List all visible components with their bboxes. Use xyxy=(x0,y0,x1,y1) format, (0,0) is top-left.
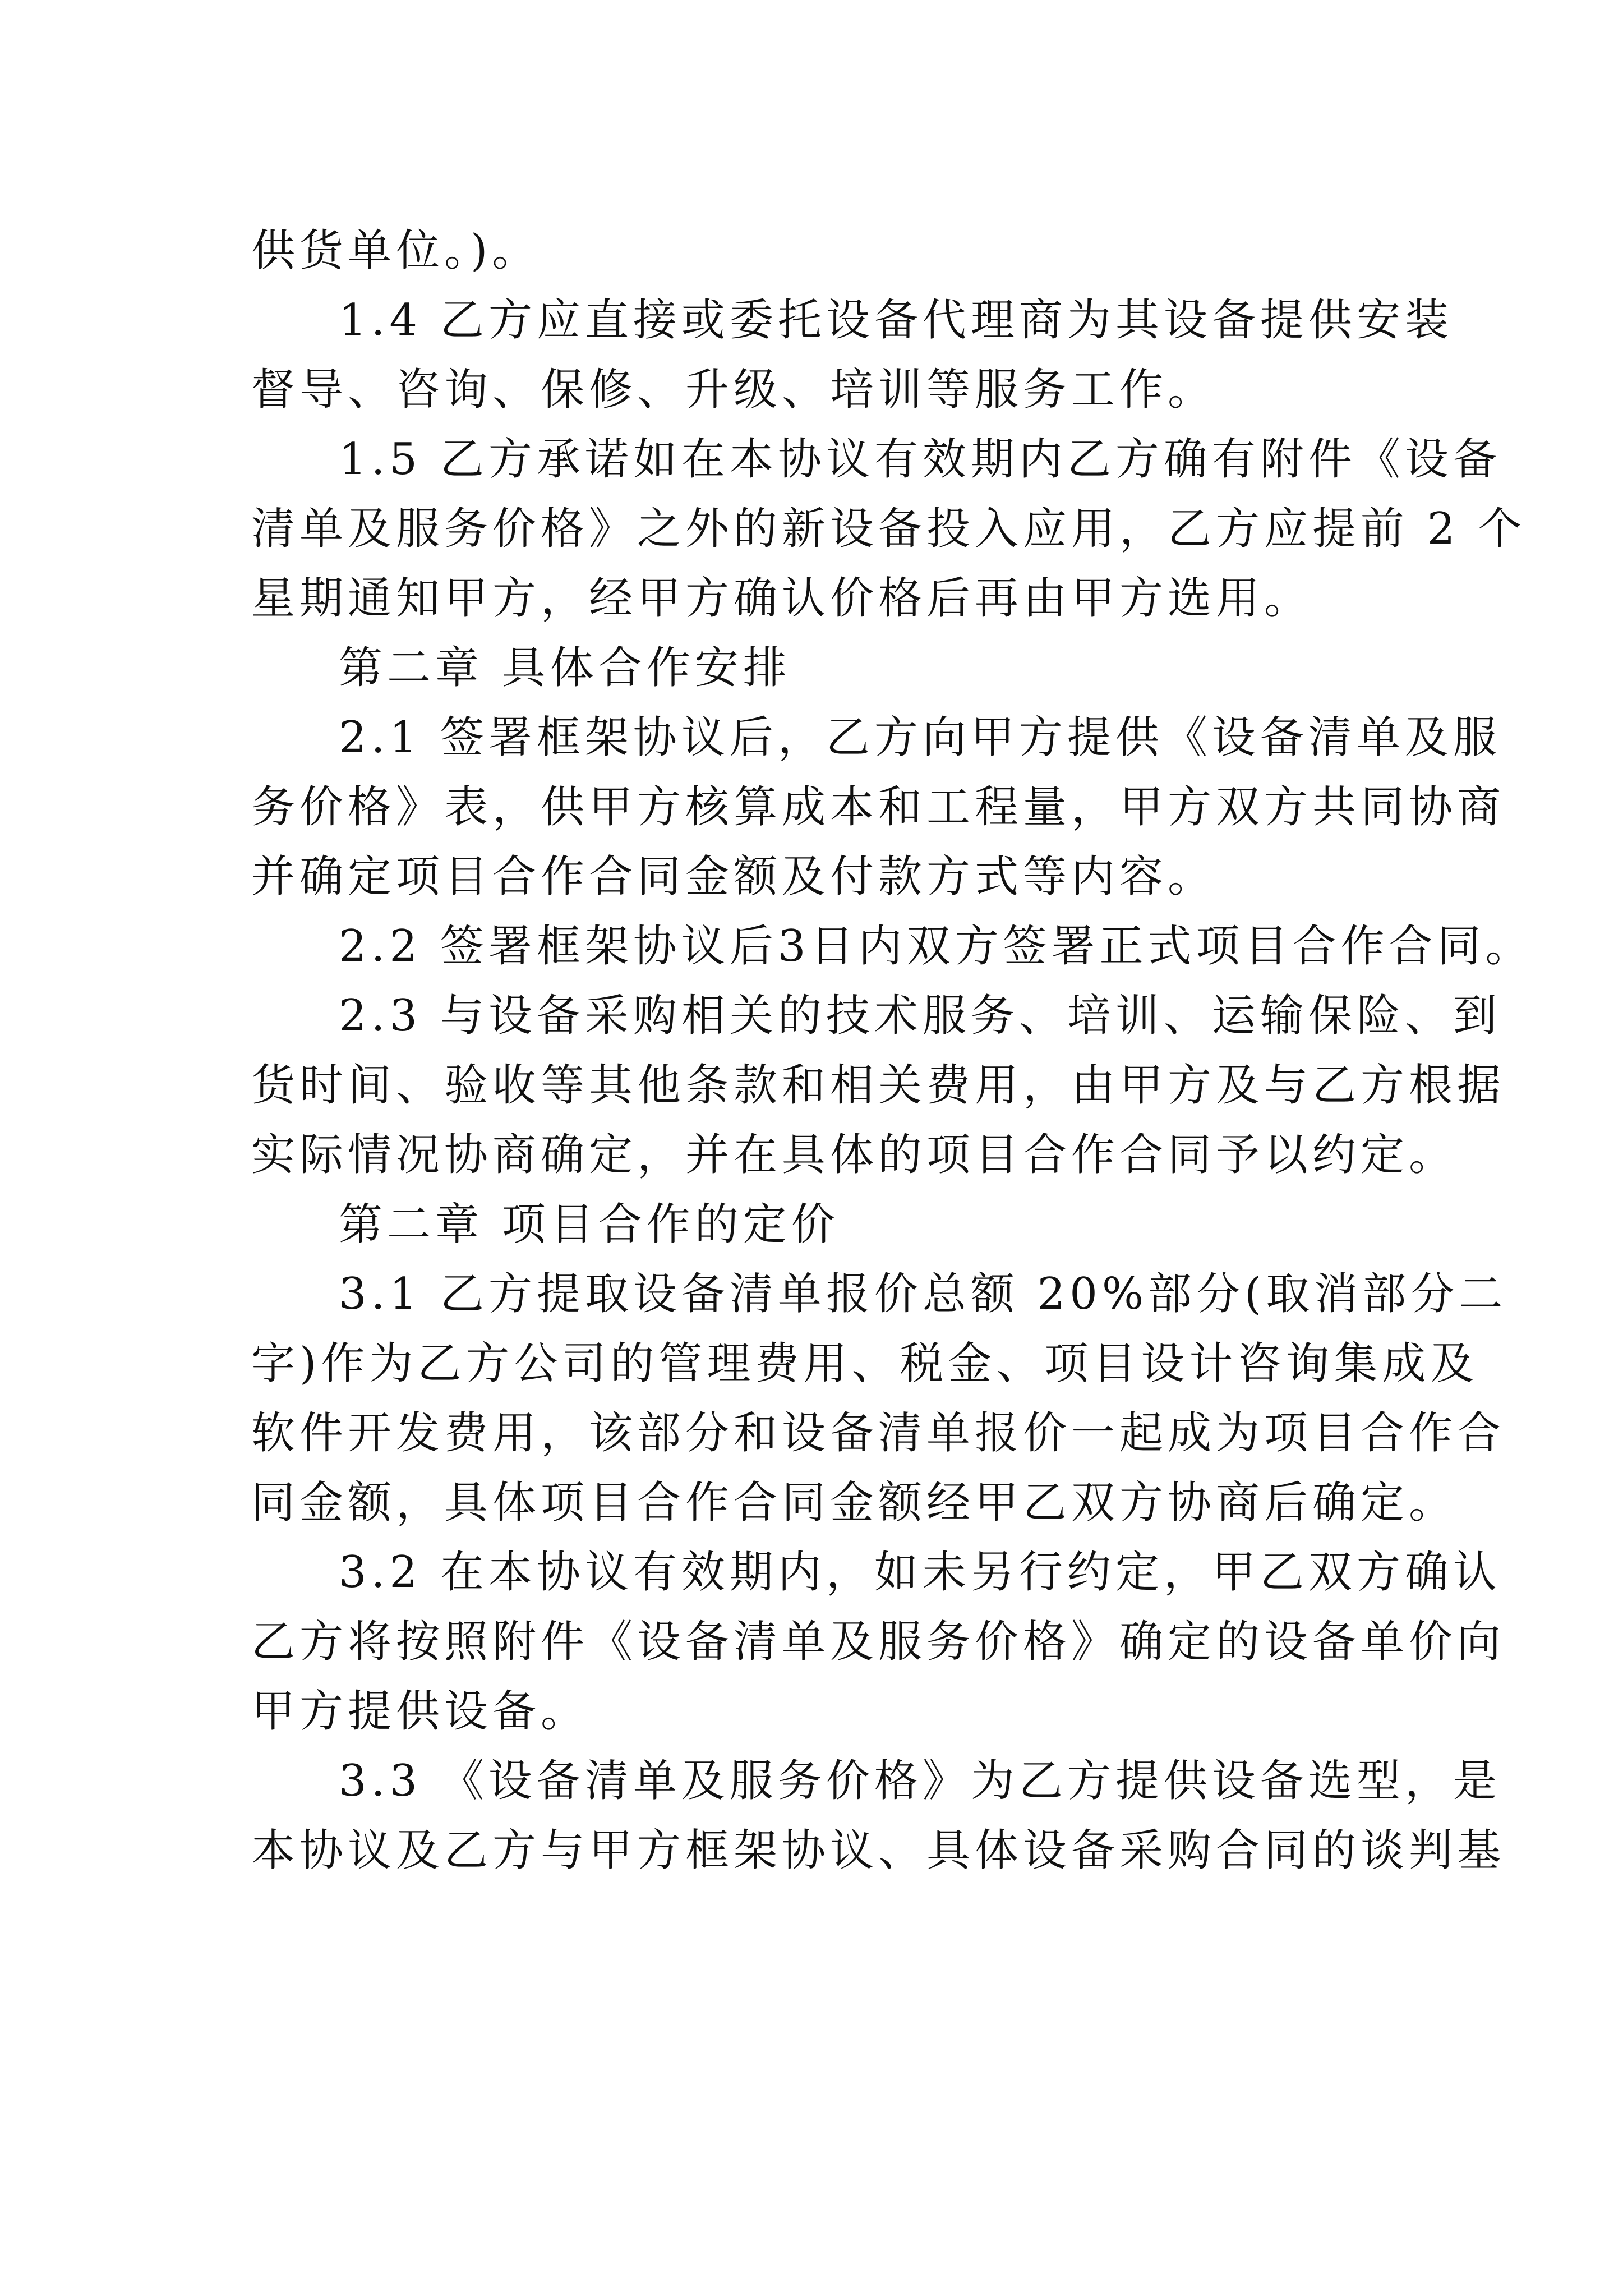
clause-2-1: 2.1 签署框架协议后，乙方向甲方提供《设备清单及服 xyxy=(339,712,1501,763)
text-line: 供货单位。)。 xyxy=(251,226,541,276)
text-line: 货时间、验收等其他条款和相关费用，由甲方及与乙方根据 xyxy=(251,1060,1506,1111)
text-line: 字)作为乙方公司的管理费用、税金、项目设计咨询集成及 xyxy=(251,1338,1479,1389)
text-line: 务价格》表，供甲方核算成本和工程量，甲方双方共同协商 xyxy=(251,782,1506,832)
text-line: 本协议及乙方与甲方框架协议、具体设备采购合同的谈判基 xyxy=(251,1825,1506,1876)
text-line: 软件开发费用，该部分和设备清单报价一起成为项目合作合 xyxy=(251,1408,1506,1458)
text-line: 督导、咨询、保修、升级、培训等服务工作。 xyxy=(251,365,1216,415)
clause-2-2: 2.2 签署框架协议后3日内双方签署正式项目合作合同。 xyxy=(339,921,1534,972)
text-line: 甲方提供设备。 xyxy=(251,1686,589,1737)
text-line: 清单及服务价格》之外的新设备投入应用，乙方应提前 2 个 xyxy=(251,504,1527,554)
clause-3-2: 3.2 在本协议有效期内，如未另行约定，甲乙双方确认 xyxy=(339,1547,1501,1598)
text-line: 乙方将按照附件《设备清单及服务价格》确定的设备单价向 xyxy=(251,1617,1506,1667)
document-body xyxy=(251,216,1534,1885)
clause-3-3: 3.3 《设备清单及服务价格》为乙方提供设备选型，是 xyxy=(339,1756,1501,1806)
clause-3-1: 3.1 乙方提取设备清单报价总额 20%部分(取消部分二 xyxy=(339,1269,1507,1319)
clause-2-3: 2.3 与设备采购相关的技术服务、培训、运输保险、到 xyxy=(339,991,1501,1041)
text-line: 实际情况协商确定，并在具体的项目合作合同予以约定。 xyxy=(251,1130,1458,1180)
text-line: 并确定项目合作合同金额及付款方式等内容。 xyxy=(251,852,1216,902)
chapter-heading: 第二章 具体合作安排 xyxy=(339,643,791,693)
chapter-heading: 第二章 项目合作的定价 xyxy=(339,1199,840,1250)
clause-1-5: 1.5 乙方承诺如在本协议有效期内乙方确有附件《设备 xyxy=(339,434,1501,485)
text-line: 星期通知甲方，经甲方确认价格后再由甲方选用。 xyxy=(251,573,1313,624)
text-line: 同金额，具体项目合作合同金额经甲乙双方协商后确定。 xyxy=(251,1478,1458,1528)
clause-1-4: 1.4 乙方应直接或委托设备代理商为其设备提供安装 xyxy=(339,295,1453,346)
